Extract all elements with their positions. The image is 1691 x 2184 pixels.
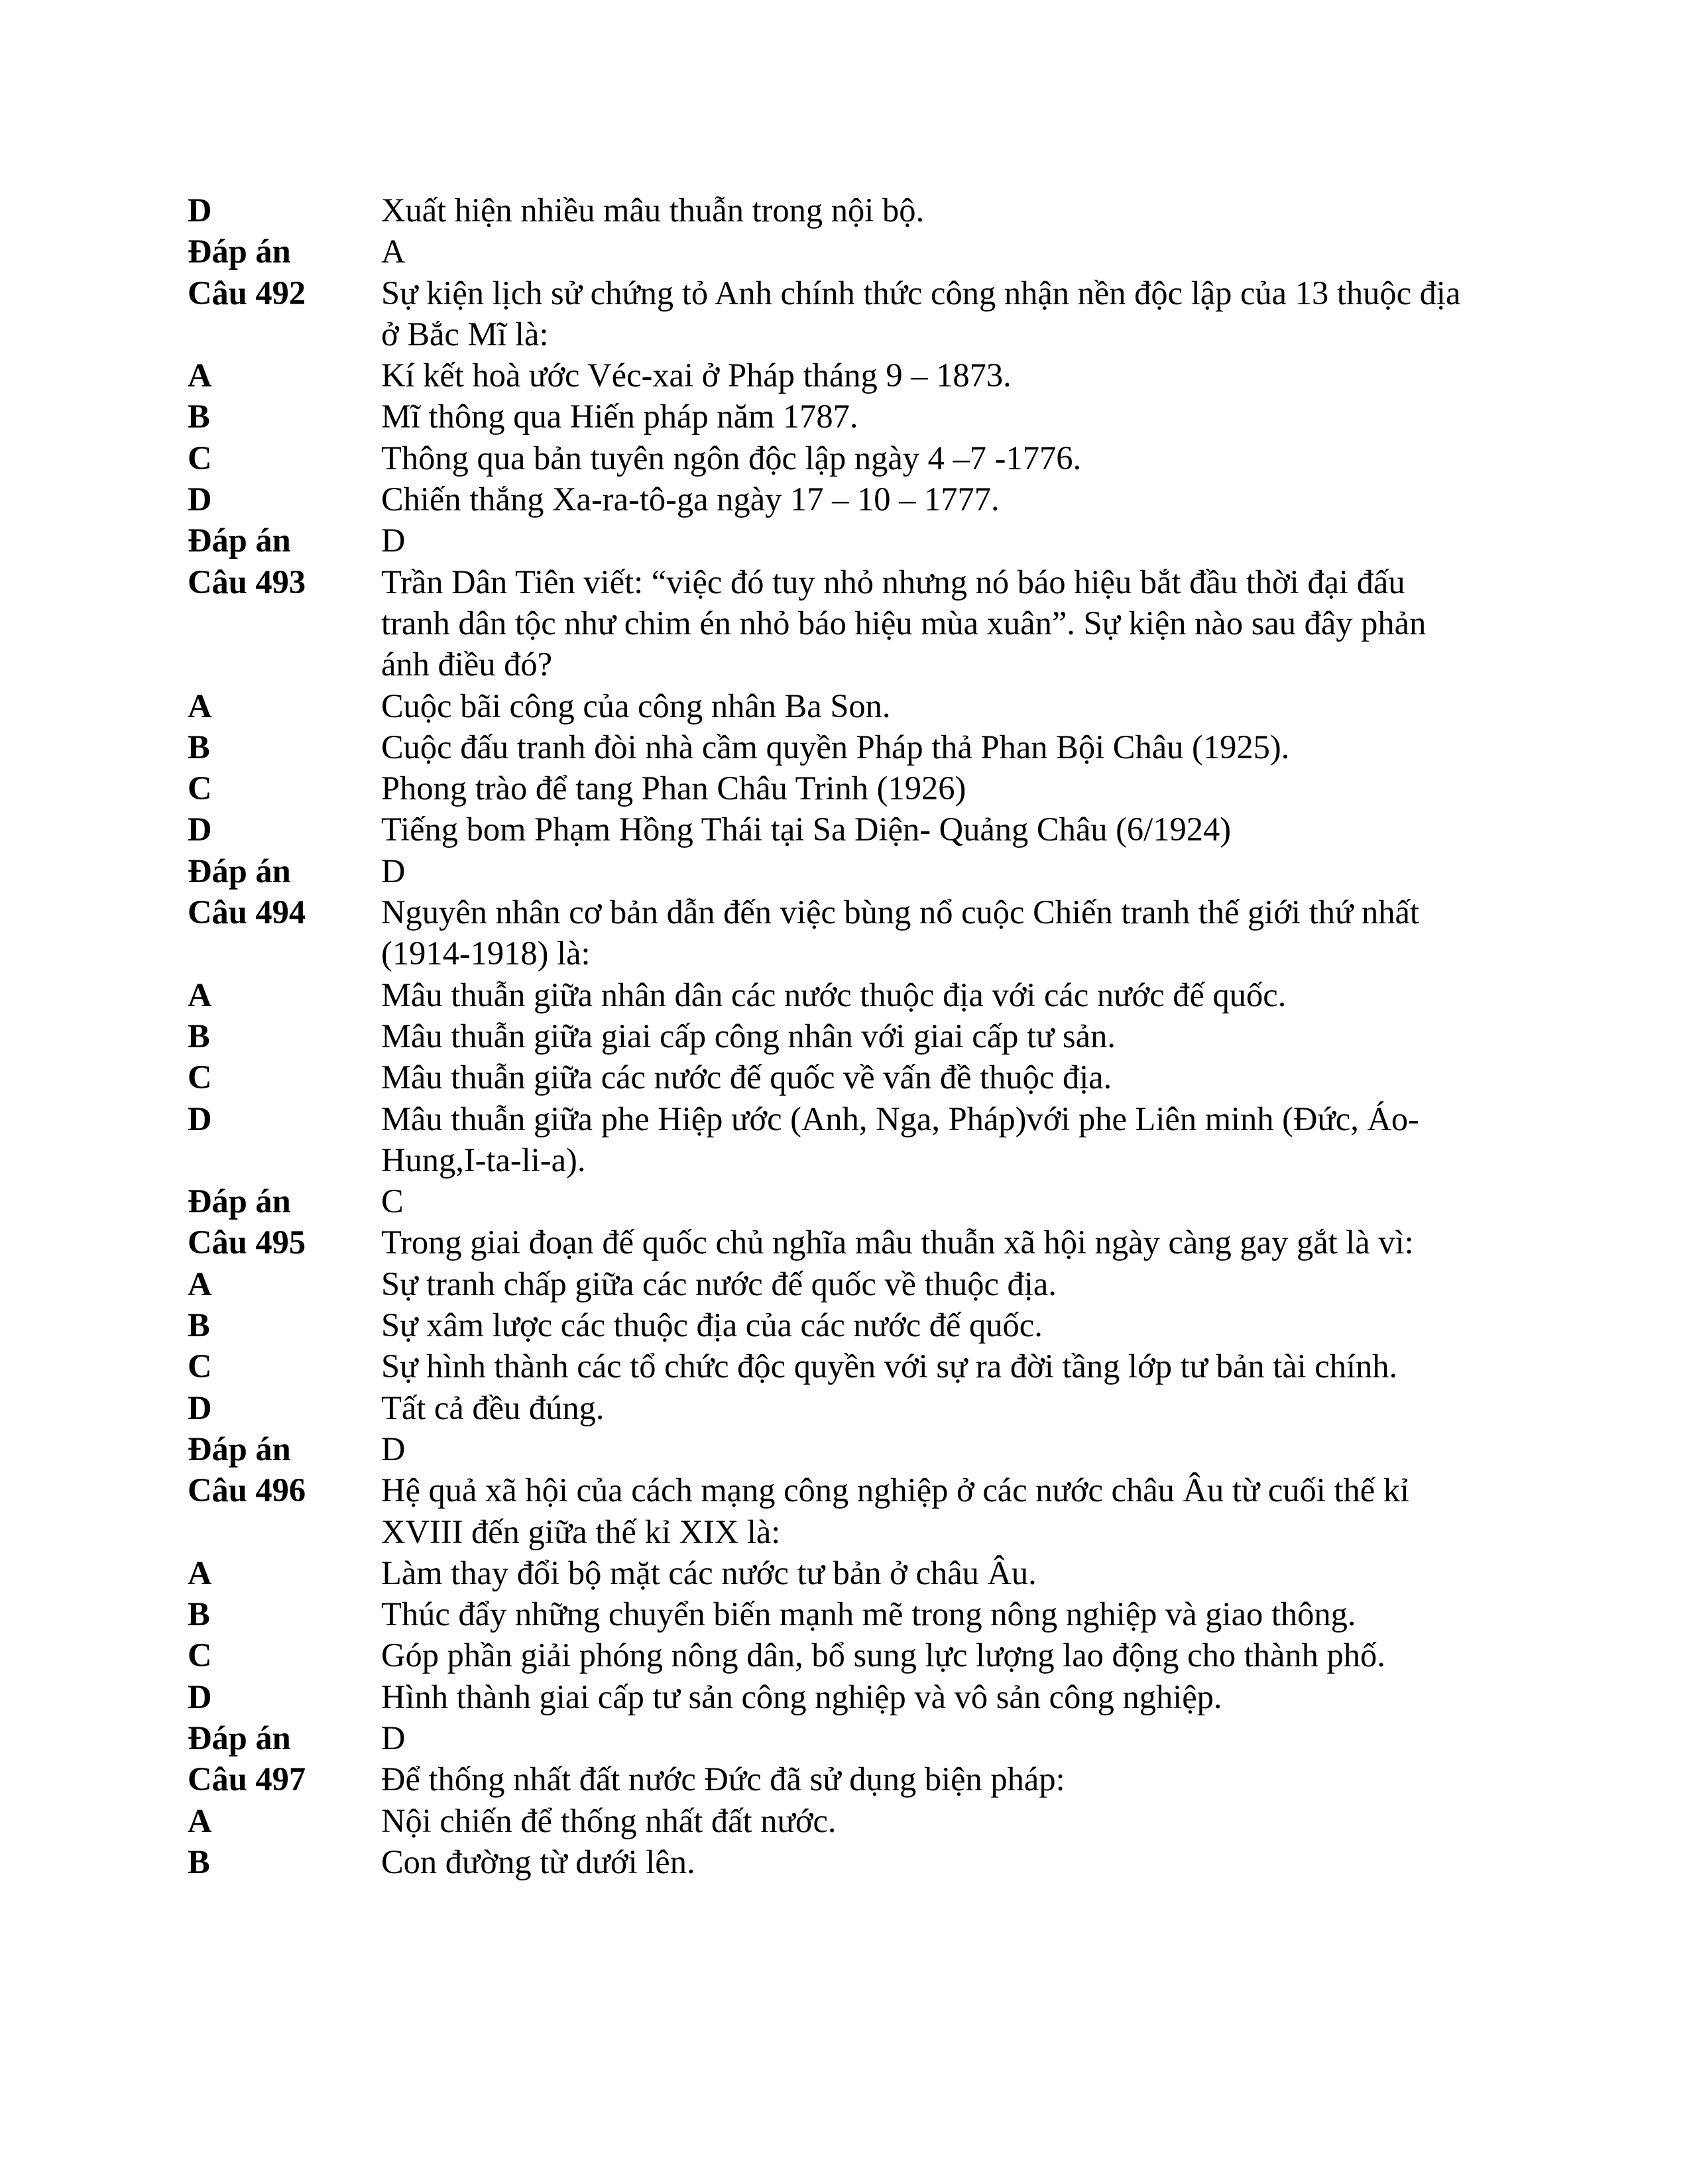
row-label: Đáp án	[188, 1719, 291, 1756]
row-text: Con đường từ dưới lên.	[381, 1843, 695, 1880]
row-label: A	[188, 1802, 212, 1839]
row-label: Câu 495	[188, 1224, 306, 1261]
row-label: Câu 494	[188, 893, 306, 931]
row-text: Hình thành giai cấp tư sản công nghiệp và vô sản công nghiệp.	[381, 1678, 1222, 1715]
answer-option-row	[188, 768, 1487, 809]
question-row	[188, 1469, 1487, 1552]
row-text: Mĩ thông qua Hiến pháp năm 1787.	[381, 398, 858, 435]
row-text: Phong trào để tang Phan Châu Trinh (1926)	[381, 770, 966, 807]
row-text: Sự tranh chấp giữa các nước đế quốc về thuộc địa.	[381, 1265, 1057, 1302]
answer-key-row	[188, 1717, 1487, 1758]
row-label: D	[188, 192, 212, 229]
row-label: A	[188, 687, 212, 724]
row-label: B	[188, 398, 210, 435]
row-label: A	[188, 357, 212, 394]
question-row	[188, 1758, 1487, 1800]
answer-key-row	[188, 231, 1487, 272]
row-label: D	[188, 1100, 212, 1137]
row-text: Để thống nhất đất nước Đức đã sử dụng biện pháp:	[381, 1760, 1065, 1798]
row-label: Đáp án	[188, 852, 291, 890]
row-text: Hệ quả xã hội của cách mạng công nghiệp ở các nước châu Âu từ cuối thế kỉ XVIII đến giữa thế kỉ XIX là:	[381, 1471, 1410, 1550]
document-body	[188, 190, 1487, 1882]
answer-option-row	[188, 974, 1487, 1015]
row-label: Câu 493	[188, 563, 306, 601]
row-text: Sự xâm lược các thuộc địa của các nước đế quốc.	[381, 1306, 1043, 1344]
answer-option-row	[188, 1593, 1487, 1635]
row-label: Câu 497	[188, 1760, 306, 1798]
answer-key-row	[188, 1428, 1487, 1469]
row-label: B	[188, 1595, 210, 1633]
row-label: Đáp án	[188, 233, 291, 270]
row-text: D	[381, 1430, 406, 1467]
row-text: Cuộc bãi công của công nhân Ba Son.	[381, 687, 891, 724]
question-row	[188, 561, 1487, 685]
row-label: D	[188, 811, 212, 848]
answer-option-row	[188, 1676, 1487, 1717]
answer-option-row	[188, 1552, 1487, 1593]
answer-option-row	[188, 1346, 1487, 1387]
row-text: Kí kết hoà ước Véc-xai ở Pháp tháng 9 – 1873.	[381, 357, 1012, 394]
row-label: D	[188, 481, 212, 518]
row-label: C	[188, 439, 212, 477]
question-row	[188, 891, 1487, 974]
row-text: Mâu thuẫn giữa nhân dân các nước thuộc địa với các nước đế quốc.	[381, 976, 1287, 1013]
row-text: D	[381, 852, 406, 890]
row-text: D	[381, 522, 406, 559]
answer-option-row	[188, 437, 1487, 479]
row-label: B	[188, 1017, 210, 1055]
answer-option-row	[188, 190, 1487, 231]
answer-option-row	[188, 479, 1487, 520]
answer-option-row	[188, 1800, 1487, 1841]
answer-option-row	[188, 1387, 1487, 1428]
question-row	[188, 1222, 1487, 1263]
row-label: C	[188, 1637, 212, 1674]
answer-option-row	[188, 1057, 1487, 1098]
row-label: Đáp án	[188, 522, 291, 559]
answer-option-row	[188, 1635, 1487, 1676]
row-text: Trong giai đoạn đế quốc chủ nghĩa mâu thuẫn xã hội ngày càng gay gắt là vì:	[381, 1224, 1414, 1261]
row-label: Đáp án	[188, 1182, 291, 1220]
answer-option-row	[188, 1841, 1487, 1882]
row-text: Nguyên nhân cơ bản dẫn đến việc bùng nổ cuộc Chiến tranh thế giới thứ nhất (1914-1918) là:	[381, 893, 1419, 972]
row-text: A	[381, 233, 406, 270]
row-label: B	[188, 728, 210, 766]
answer-key-row	[188, 1180, 1487, 1222]
answer-option-row	[188, 1263, 1487, 1304]
row-text: Tất cả đều đúng.	[381, 1389, 605, 1426]
row-text: Góp phần giải phóng nông dân, bổ sung lực lượng lao động cho thành phố.	[381, 1637, 1385, 1674]
row-text: Sự kiện lịch sử chứng tỏ Anh chính thức công nhận nền độc lập của 13 thuộc địa ở Bắc Mĩ là:	[381, 274, 1461, 353]
answer-option-row	[188, 1098, 1487, 1181]
row-text: D	[381, 1719, 406, 1756]
answer-option-row	[188, 685, 1487, 726]
row-label: Câu 496	[188, 1471, 306, 1509]
answer-option-row	[188, 355, 1487, 396]
row-label: C	[188, 1348, 212, 1385]
row-text: Chiến thắng Xa-ra-tô-ga ngày 17 – 10 – 1777.	[381, 481, 1000, 518]
answer-option-row	[188, 396, 1487, 437]
row-label: D	[188, 1389, 212, 1426]
answer-option-row	[188, 726, 1487, 768]
row-label: Đáp án	[188, 1430, 291, 1467]
row-label: A	[188, 1265, 212, 1302]
row-text: Tiếng bom Phạm Hồng Thái tại Sa Diện- Quảng Châu (6/1924)	[381, 811, 1232, 848]
row-label: B	[188, 1306, 210, 1344]
row-text: Thúc đẩy những chuyển biến mạnh mẽ trong nông nghiệp và giao thông.	[381, 1595, 1356, 1633]
row-label: B	[188, 1843, 210, 1880]
answer-key-row	[188, 520, 1487, 561]
row-text: Sự hình thành các tổ chức độc quyền với sự ra đời tầng lớp tư bản tài chính.	[381, 1348, 1398, 1385]
row-label: D	[188, 1678, 212, 1715]
row-label: A	[188, 976, 212, 1013]
answer-key-row	[188, 850, 1487, 891]
question-row	[188, 272, 1487, 355]
row-label: C	[188, 1059, 212, 1096]
row-text: C	[381, 1182, 404, 1220]
row-label: Câu 492	[188, 274, 306, 312]
answer-option-row	[188, 1304, 1487, 1346]
answer-option-row	[188, 1015, 1487, 1057]
row-text: Cuộc đấu tranh đòi nhà cầm quyền Pháp thả Phan Bội Châu (1925).	[381, 728, 1290, 766]
row-text: Xuất hiện nhiều mâu thuẫn trong nội bộ.	[381, 192, 925, 229]
row-text: Mâu thuẫn giữa phe Hiệp ước (Anh, Nga, Pháp)với phe Liên minh (Đức, Áo-Hung,I-ta-li-a).	[381, 1100, 1419, 1178]
row-label: C	[188, 770, 212, 807]
row-text: Trần Dân Tiên viết: “việc đó tuy nhỏ nhưng nó báo hiệu bắt đầu thời đại đấu tranh dân tộc như chim én nhỏ báo hiệu mùa xuân”. Sự kiện nào sau đây phản ánh điều đó?	[381, 563, 1427, 683]
row-text: Thông qua bản tuyên ngôn độc lập ngày 4 –7 -1776.	[381, 439, 1082, 477]
row-text: Nội chiến để thống nhất đất nước.	[381, 1802, 837, 1839]
row-text: Mâu thuẫn giữa giai cấp công nhân với giai cấp tư sản.	[381, 1017, 1116, 1055]
row-text: Mâu thuẫn giữa các nước đế quốc về vấn đề thuộc địa.	[381, 1059, 1112, 1096]
answer-option-row	[188, 809, 1487, 850]
row-label: A	[188, 1554, 212, 1591]
row-text: Làm thay đổi bộ mặt các nước tư bản ở châu Âu.	[381, 1554, 1037, 1591]
